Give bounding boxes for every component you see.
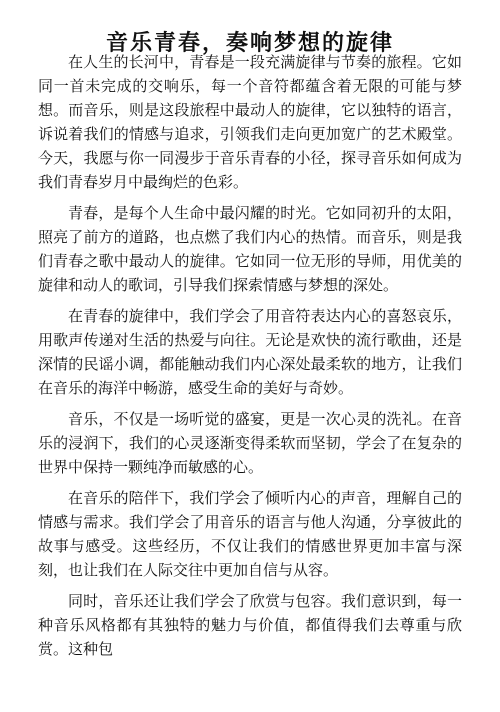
paragraph-1: 在人生的长河中，青春是一段充满旋律与节奏的旅程。它如同一首未完成的交响乐，每一个音符都蕴含着无限的可能与梦想。而音乐，则是这段旅程中最动人的旋律，它以独特的语言，诉说着我们的情感与追求，引领我们走向更加宽广的艺术殿堂。今天，我愿与你一同漫步于音乐青春的小径，探寻音乐如何成为我们青春岁月中最绚烂的色彩。 (38, 53, 462, 191)
paragraph-5: 在音乐的陪伴下，我们学会了倾听内心的声音，理解自己的情感与需求。我们学会了用音乐的语言与他人沟通，分享彼此的故事与感受。这些经历，不仅让我们的情感世界更加丰富与深刻，也让我们在人际交往中更加自信与从容。 (38, 489, 462, 579)
paragraph-3: 在青春的旋律中，我们学会了用音符表达内心的喜怒哀乐，用歌声传递对生活的热爱与向往。无论是欢快的流行歌曲，还是深情的民谣小调，都能触动我们内心深处最柔软的地方，让我们在音乐的海洋中畅游，感受生命的美好与奇妙。 (38, 307, 462, 397)
paragraph-2: 青春，是每个人生命中最闪耀的时光。它如同初升的太阳，照亮了前方的道路，也点燃了我们内心的热情。而音乐，则是我们青春之歌中最动人的旋律。它如同一位无形的导师，用优美的旋律和动人的歌词，引导我们探索情感与梦想的深处。 (38, 204, 462, 294)
document-body (38, 50, 462, 668)
paragraph-4: 音乐，不仅是一场听觉的盛宴，更是一次心灵的洗礼。在音乐的浸润下，我们的心灵逐渐变得柔软而坚韧，学会了在复杂的世界中保持一颗纯净而敏感的心。 (38, 410, 462, 476)
document-title: 音乐青春，奏响梦想的旋律 (105, 29, 394, 56)
paragraph-6: 同时，音乐还让我们学会了欣赏与包容。我们意识到，每一种音乐风格都有其独特的魅力与价值，都值得我们去尊重与欣赏。这种包 (38, 592, 462, 658)
